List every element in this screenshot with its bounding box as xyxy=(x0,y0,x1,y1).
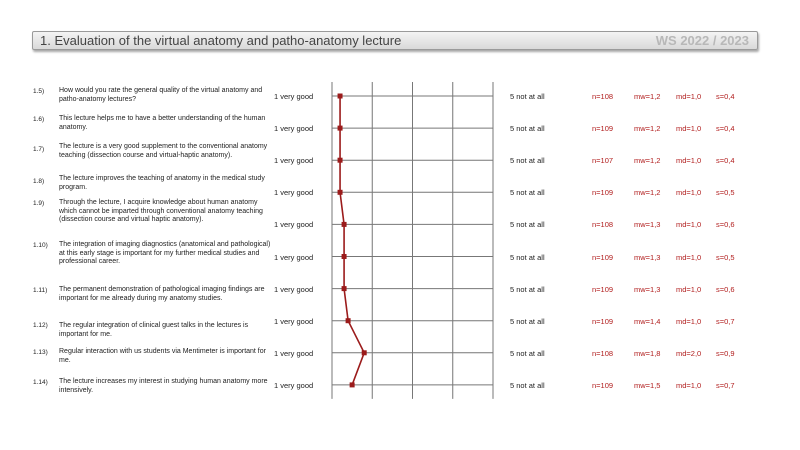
stat-s: s=0,7 xyxy=(716,316,735,326)
stat-s: s=0,4 xyxy=(716,156,735,166)
stat-n: n=109 xyxy=(592,284,614,294)
scale-label-right: 5 not at all xyxy=(510,284,545,294)
stat-md: md=1,0 xyxy=(676,284,702,294)
question-text: The integration of imaging diagnostics (anatomical and pathological) at this early stage is important for my further medical studies and professional career. xyxy=(59,241,271,265)
stat-n: n=109 xyxy=(592,316,614,326)
mean-marker xyxy=(338,190,343,195)
question-text: The lecture improves the teaching of anatomy in the medical study program. xyxy=(59,175,265,191)
stat-md: md=1,0 xyxy=(676,92,702,101)
question-number: 1.8) xyxy=(33,178,45,185)
scale-label-right: 5 not at all xyxy=(510,316,545,326)
stat-md: md=2,0 xyxy=(676,348,702,358)
scale-label-left: 1 very good xyxy=(274,220,314,230)
stat-mw: mw=1,3 xyxy=(634,252,661,262)
question-number: 1.7) xyxy=(33,146,45,153)
profile-line xyxy=(340,96,364,385)
question-number: 1.5) xyxy=(33,88,45,95)
scale-label-left: 1 very good xyxy=(274,124,314,134)
stat-s: s=0,4 xyxy=(716,92,735,101)
question-number: 1.12) xyxy=(33,322,48,329)
question-text: Regular interaction with us students via Mentimeter is important for me. xyxy=(59,348,266,364)
scale-label-right: 5 not at all xyxy=(510,156,545,166)
stat-mw: mw=1,2 xyxy=(634,92,661,101)
stat-n: n=108 xyxy=(592,348,614,358)
scale-label-left: 1 very good xyxy=(274,284,314,294)
scale-label-left: 1 very good xyxy=(274,188,314,198)
question-text: Through the lecture, I acquire knowledge about human anatomy which cannot be imparted through conventional anatomy teaching (dissection course and virtual haptic anatomy). xyxy=(59,199,263,223)
stat-mw: mw=1,5 xyxy=(634,380,661,390)
stat-n: n=108 xyxy=(592,92,614,101)
scale-label-left: 1 very good xyxy=(274,252,314,262)
scale-label-right: 5 not at all xyxy=(510,380,545,390)
mean-marker xyxy=(338,158,343,163)
mean-marker xyxy=(346,318,351,323)
scale-label-left: 1 very good xyxy=(274,316,314,326)
scale-label-right: 5 not at all xyxy=(510,252,545,262)
question-text: The permanent demonstration of pathological imaging findings are important for me already during my anatomy studies. xyxy=(59,286,265,302)
mean-marker xyxy=(338,126,343,131)
stat-s: s=0,5 xyxy=(716,188,735,198)
mean-marker xyxy=(342,286,347,291)
scale-label-left: 1 very good xyxy=(274,380,314,390)
stat-mw: mw=1,8 xyxy=(634,348,661,358)
stat-mw: mw=1,3 xyxy=(634,220,661,230)
question-number: 1.9) xyxy=(33,200,45,207)
question-number: 1.13) xyxy=(33,349,48,356)
stat-n: n=107 xyxy=(592,156,614,166)
stat-n: n=108 xyxy=(592,220,614,230)
scale-label-left: 1 very good xyxy=(274,348,314,358)
scale-label-right: 5 not at all xyxy=(510,92,545,101)
question-text: The lecture is a very good supplement to the conventional anatomy teaching (dissection course and virtual-haptic anatomy). xyxy=(59,143,268,159)
stat-s: s=0,7 xyxy=(716,380,735,390)
mean-marker xyxy=(362,350,367,355)
mean-marker xyxy=(350,382,355,387)
stat-n: n=109 xyxy=(592,252,614,262)
stat-s: s=0,4 xyxy=(716,124,735,134)
scale-label-left: 1 very good xyxy=(274,92,314,101)
stat-n: n=109 xyxy=(592,188,614,198)
question-text: The lecture increases my interest in studying human anatomy more intensively. xyxy=(59,378,268,394)
stat-n: n=109 xyxy=(592,124,614,134)
stat-s: s=0,6 xyxy=(716,220,735,230)
scale-label-right: 5 not at all xyxy=(510,220,545,230)
stat-mw: mw=1,2 xyxy=(634,188,661,198)
mean-marker xyxy=(342,222,347,227)
question-text: The regular integration of clinical guest talks in the lectures is important for me. xyxy=(59,322,249,338)
stat-md: md=1,0 xyxy=(676,380,702,390)
stat-md: md=1,0 xyxy=(676,156,702,166)
semester-label: WS 2022 / 2023 xyxy=(655,33,749,48)
mean-marker xyxy=(338,94,343,99)
stat-mw: mw=1,2 xyxy=(634,156,661,166)
question-number: 1.6) xyxy=(33,116,45,123)
question-number: 1.11) xyxy=(33,287,48,294)
stat-n: n=109 xyxy=(592,380,614,390)
question-number: 1.14) xyxy=(33,379,48,386)
scale-label-right: 5 not at all xyxy=(510,348,545,358)
scale-label-right: 5 not at all xyxy=(510,124,545,134)
stat-s: s=0,6 xyxy=(716,284,735,294)
question-number: 1.10) xyxy=(33,242,48,249)
stat-md: md=1,0 xyxy=(676,316,702,326)
stat-s: s=0,5 xyxy=(716,252,735,262)
stat-md: md=1,0 xyxy=(676,124,702,134)
stat-s: s=0,9 xyxy=(716,348,735,358)
mean-marker xyxy=(342,254,347,259)
section-title: 1. Evaluation of the virtual anatomy and patho-anatomy lecture xyxy=(40,33,402,48)
stat-mw: mw=1,4 xyxy=(634,316,661,326)
scale-label-right: 5 not at all xyxy=(510,188,545,198)
stat-md: md=1,0 xyxy=(676,188,702,198)
stat-md: md=1,0 xyxy=(676,252,702,262)
stat-mw: mw=1,2 xyxy=(634,124,661,134)
stat-md: md=1,0 xyxy=(676,220,702,230)
scale-label-left: 1 very good xyxy=(274,156,314,166)
question-text: How would you rate the general quality of the virtual anatomy and patho-anatomy lectures? xyxy=(59,87,263,103)
stat-mw: mw=1,3 xyxy=(634,284,661,294)
question-text: This lecture helps me to have a better understanding of the human anatomy. xyxy=(59,115,266,131)
